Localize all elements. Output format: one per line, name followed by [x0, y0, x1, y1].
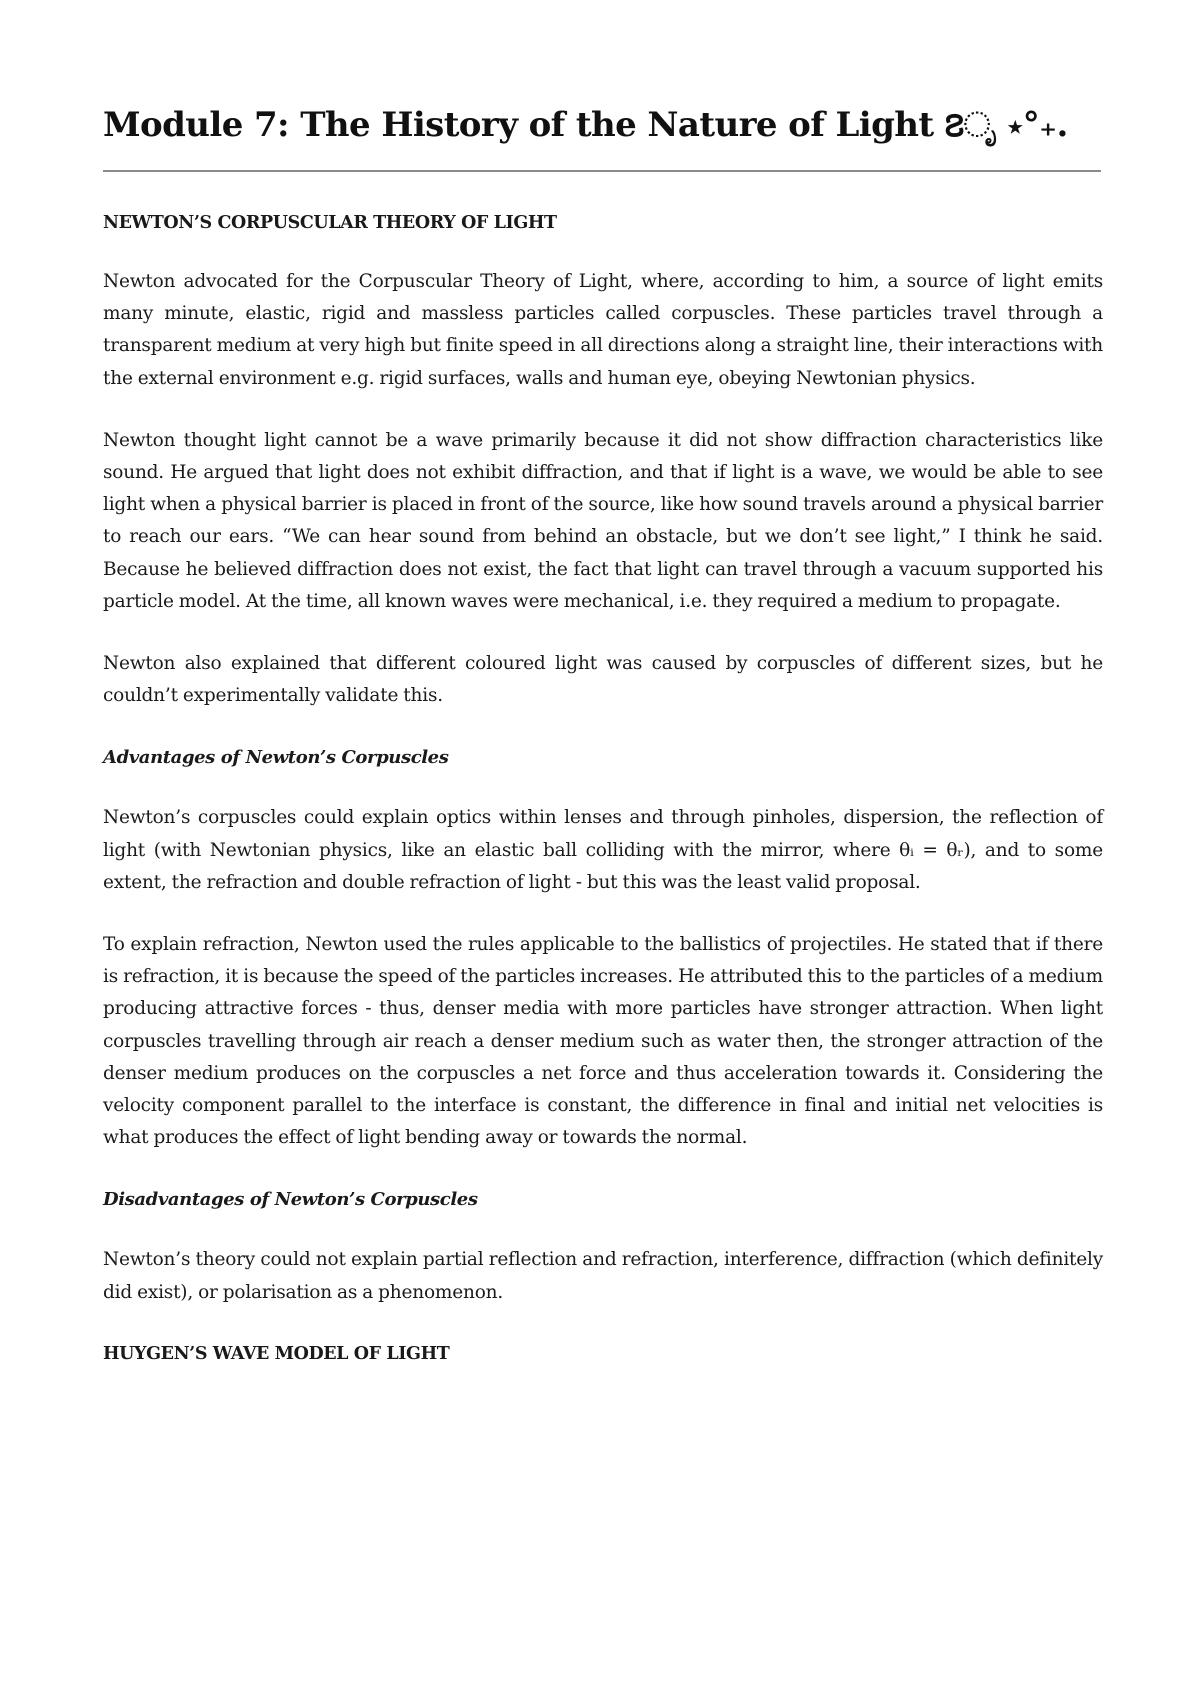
paragraph: Newton thought light cannot be a wave primarily because it did not show diffraction characteristics like sound. He argued that light does not exhibit diffraction, and that if light is a wave, we would be able to see light when a physical barrier is placed in front of the source, like how sound travels around a physical barrier to reach our ears. “We can hear sound from behind an obstacle, but we don’t see light,” I think he said. Because he believed diffraction does not exist, the fact that light can travel through a vacuum supported his particle model. At the time, all known waves were mechanical, i.e. they required a medium to propagate. [103, 429, 1103, 612]
paragraph: Newton’s corpuscles could explain optics within lenses and through pinholes, dispersion, the reflection of light (with Newtonian physics, like an elastic ball colliding with the mirror, where θᵢ = θᵣ), and to some extent, the refraction and double refraction of light - but this was the least valid proposal. [103, 807, 1103, 893]
document-page [103, 100, 1103, 1369]
page-title: Module 7: The History of the Nature of Light ౭ೃ ⋆°₊. [103, 105, 1068, 145]
section-heading-huygens: HUYGEN’S WAVE MODEL OF LIGHT [103, 1343, 450, 1364]
paragraph: Newton advocated for the Corpuscular Theory of Light, where, according to him, a source of light emits many minute, elastic, rigid and massless particles called corpuscles. These particles travel through a transparent medium at very high but finite speed in all directions along a straight line, their interactions with the external environment e.g. rigid surfaces, walls and human eye, obeying Newtonian physics. [103, 271, 1103, 389]
paragraph: Newton’s theory could not explain partial reflection and refraction, interference, diffraction (which definitely did exist), or polarisation as a phenomenon. [103, 1249, 1103, 1303]
section-heading-newton: NEWTON’S CORPUSCULAR THEORY OF LIGHT [103, 213, 557, 233]
paragraph: Newton also explained that different coloured light was caused by corpuscles of different sizes, but he couldn’t experimentally validate this. [103, 653, 1103, 707]
paragraph: To explain refraction, Newton used the rules applicable to the ballistics of projectiles. He stated that if there is refraction, it is because the speed of the particles increases. He attributed this to the particles of a medium producing attractive forces - thus, denser media with more particles have stronger attraction. When light corpuscles travelling through air reach a denser medium such as water then, the stronger attraction of the denser medium produces on the corpuscles a net force and thus acceleration towards it. Considering the velocity component parallel to the interface is constant, the difference in final and initial net velocities is what produces the effect of light bending away or towards the normal. [103, 934, 1103, 1149]
subheading-advantages: Advantages of Newton’s Corpuscles [103, 747, 449, 769]
subheading-disadvantages: Disadvantages of Newton’s Corpuscles [103, 1189, 478, 1211]
